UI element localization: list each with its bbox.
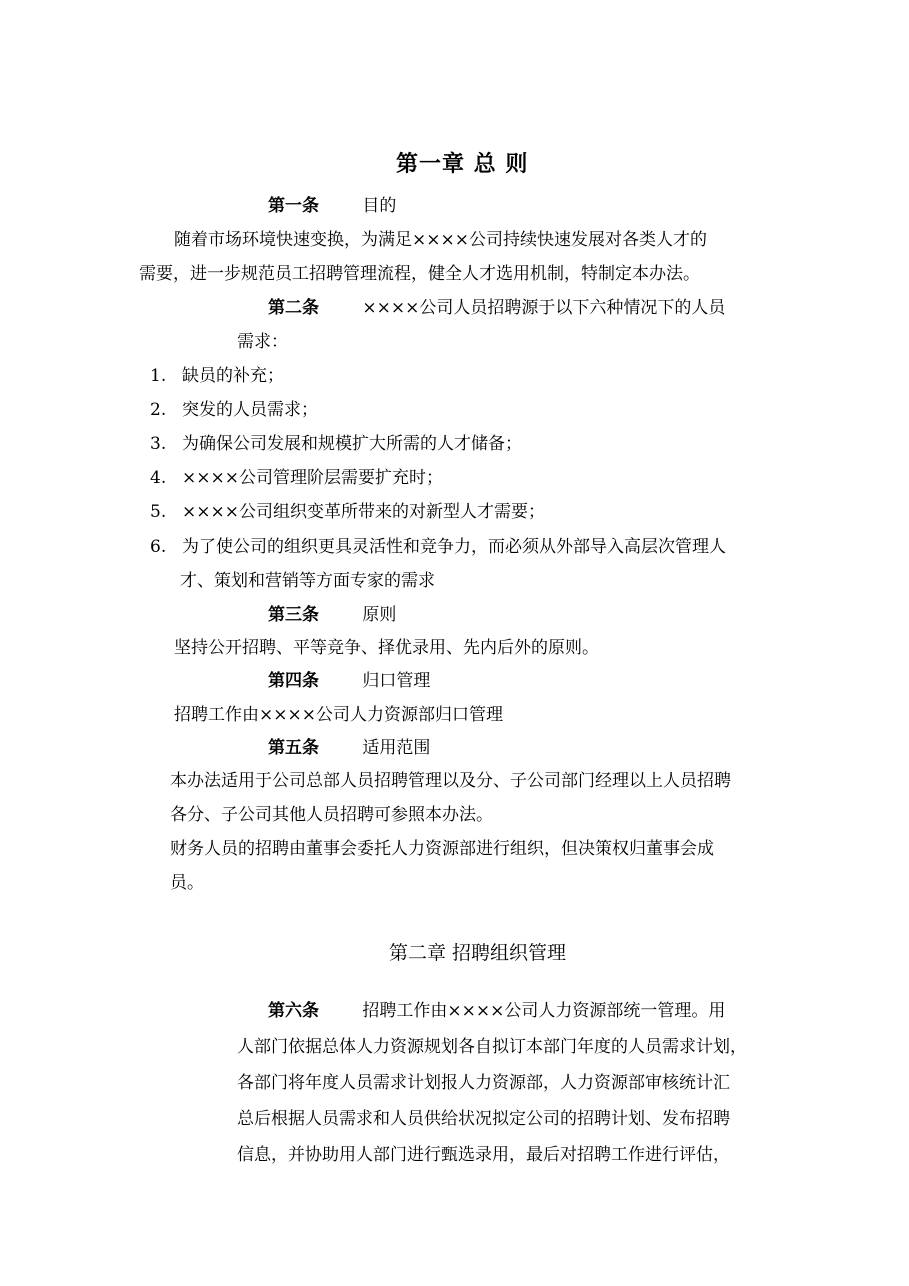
list-item bbox=[150, 532, 726, 557]
list-text: 为了使公司的组织更具灵活性和竞争力，而必须从外部导入高层次管理人 bbox=[182, 537, 726, 557]
paragraph-line: 财务人员的招聘由董事会委托人力资源部进行组织，但决策权归董事会成 bbox=[170, 839, 714, 859]
chapter-2-title: 第二章 招聘组织管理 bbox=[389, 942, 567, 964]
paragraph-line: 才、策划和营销等方面专家的需求 bbox=[180, 571, 435, 591]
article-label: 第四条 bbox=[268, 671, 319, 691]
list-text: 缺员的补充； bbox=[182, 366, 284, 386]
list-item bbox=[150, 361, 284, 386]
article-4-heading bbox=[268, 666, 430, 691]
article-text: 招聘工作由××××公司人力资源部统一管理。用 bbox=[362, 1001, 726, 1021]
list-item bbox=[150, 463, 443, 488]
paragraph-line: 信息，并协助用人部门进行甄选录用，最后对招聘工作进行评估， bbox=[237, 1145, 730, 1165]
paragraph-line: 招聘工作由××××公司人力资源部归口管理 bbox=[174, 705, 503, 725]
list-text: ××××公司组织变革所带来的对新型人才需要； bbox=[182, 502, 545, 522]
article-title: 适用范围 bbox=[362, 738, 431, 758]
list-item bbox=[150, 497, 545, 522]
paragraph-line: 人部门依据总体人力资源规划各自拟订本部门年度的人员需求计划， bbox=[237, 1037, 747, 1057]
article-title: ××××公司人员招聘源于以下六种情况下的人员 bbox=[362, 298, 726, 318]
article-6-heading bbox=[268, 996, 725, 1021]
list-number: 3. bbox=[150, 434, 167, 454]
article-1-heading bbox=[268, 191, 396, 216]
paragraph-line: 需要，进一步规范员工招聘管理流程，健全人才选用机制，特制定本办法。 bbox=[139, 264, 700, 284]
article-title: 目的 bbox=[362, 196, 397, 216]
paragraph-line: 各部门将年度人员需求计划报人力资源部，人力资源部审核统计汇 bbox=[237, 1073, 730, 1093]
list-number: 2. bbox=[150, 400, 167, 420]
paragraph-line: 需求： bbox=[237, 332, 288, 352]
paragraph-line: 坚持公开招聘、平等竞争、择优录用、先内后外的原则。 bbox=[174, 638, 599, 658]
list-number: 5. bbox=[150, 502, 167, 522]
paragraph-line: 员。 bbox=[170, 873, 204, 893]
paragraph-line: 随着市场环境快速变换，为满足××××公司持续快速发展对各类人才的 bbox=[174, 230, 707, 250]
paragraph-line: 总后根据人员需求和人员供给状况拟定公司的招聘计划、发布招聘 bbox=[237, 1109, 730, 1129]
article-label: 第二条 bbox=[268, 298, 319, 318]
chapter-1-title: 第一章 总 则 bbox=[396, 151, 529, 177]
article-label: 第五条 bbox=[268, 738, 319, 758]
article-3-heading bbox=[268, 600, 396, 625]
list-text: 突发的人员需求； bbox=[182, 400, 318, 420]
list-number: 4. bbox=[150, 468, 167, 488]
article-label: 第三条 bbox=[268, 605, 319, 625]
paragraph-line: 各分、子公司其他人员招聘可参照本办法。 bbox=[170, 805, 493, 825]
article-title: 归口管理 bbox=[362, 671, 431, 691]
list-text: 为确保公司发展和规模扩大所需的人才储备； bbox=[182, 434, 522, 454]
article-title: 原则 bbox=[362, 605, 397, 625]
article-5-heading bbox=[268, 733, 430, 758]
list-item bbox=[150, 395, 318, 420]
list-number: 1. bbox=[150, 366, 167, 386]
list-number: 6. bbox=[150, 537, 167, 557]
article-2-heading bbox=[268, 293, 725, 318]
article-label: 第六条 bbox=[268, 1001, 319, 1021]
article-label: 第一条 bbox=[268, 196, 319, 216]
list-item bbox=[150, 429, 522, 454]
paragraph-line: 本办法适用于公司总部人员招聘管理以及分、子公司部门经理以上人员招聘 bbox=[170, 771, 731, 791]
list-text: ××××公司管理阶层需要扩充时； bbox=[182, 468, 443, 488]
